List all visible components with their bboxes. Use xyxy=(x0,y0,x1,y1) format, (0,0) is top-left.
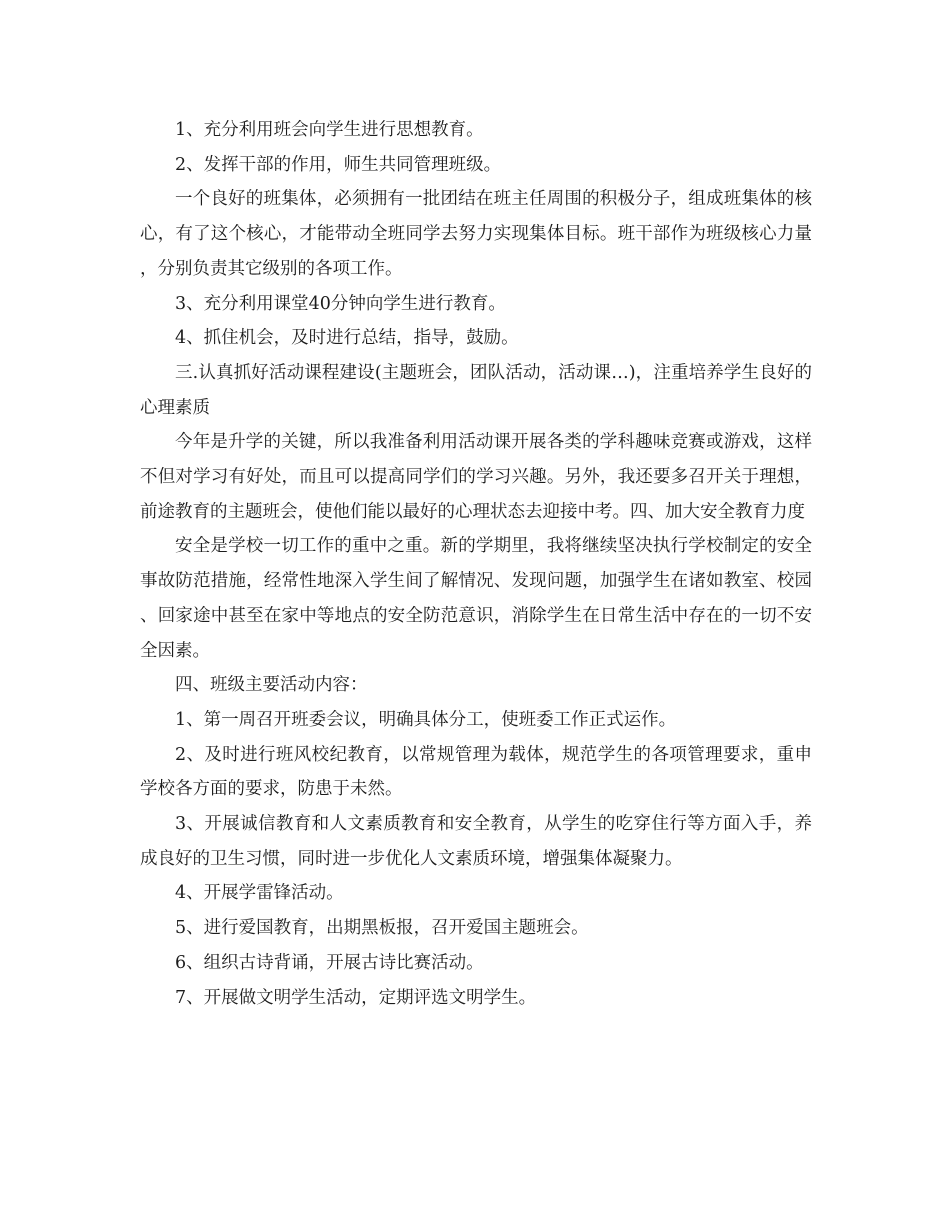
paragraph-cadre-role: 2、发挥干部的作用，师生共同管理班级。 xyxy=(175,154,502,175)
list-item-activity-6: 6、组织古诗背诵，开展古诗比赛活动。 xyxy=(175,952,484,973)
document-body xyxy=(140,113,812,1015)
list-item-activity-1: 1、第一周召开班委会议，明确具体分工，使班委工作正式运作。 xyxy=(175,709,677,730)
paragraph-promotion-year: 今年是升学的关键，所以我准备利用活动课开展各类的学科趣味竞赛或游戏，这样不但对学习有好处，而且可以提高同学们的学习兴趣。另外，我还要多召开关于理想，前途教育的主题班会，使他们能以最好的心理状态去迎接中考。四、加大安全教育力度 xyxy=(140,432,812,522)
list-item-activity-7: 7、开展做文明学生活动，定期评选文明学生。 xyxy=(175,987,537,1008)
paragraph-class-core: 一个良好的班集体，必须拥有一批团结在班主任周围的积极分子，组成班集体的核心，有了这个核心，才能带动全班同学去努力实现集体目标。班干部作为班级核心力量，分别负责其它级别的各项工作。 xyxy=(140,189,812,279)
paragraph-class-meeting: 1、充分利用班会向学生进行思想教育。 xyxy=(175,120,484,140)
heading-main-activities: 四、班级主要活动内容： xyxy=(175,675,368,696)
list-item-activity-3: 3、开展诚信教育和人文素质教育和安全教育，从学生的吃穿住行等方面入手，养成良好的卫生习惯，同时进一步优化人文素质环境，增强集体凝聚力。 xyxy=(140,814,812,869)
list-item-activity-5: 5、进行爱国教育，出期黑板报，召开爱国主题班会。 xyxy=(175,918,589,939)
list-item-activity-2: 2、及时进行班风校纪教育，以常规管理为载体，规范学生的各项管理要求，重申学校各方面的要求，防患于未然。 xyxy=(140,744,812,800)
paragraph-classroom-education: 3、充分利用课堂40分钟向学生进行教育。 xyxy=(175,293,506,314)
list-item-activity-4: 4、开展学雷锋活动。 xyxy=(175,883,344,904)
heading-activity-course: 三.认真抓好活动课程建设(主题班会，团队活动，活动课…)，注重培养学生良好的心理素质 xyxy=(140,362,812,418)
paragraph-safety: 安全是学校一切工作的重中之重。新的学期里，我将继续坚决执行学校制定的安全事故防范措施，经常性地深入学生间了解情况、发现问题，加强学生在诸如教室、校园、回家途中甚至在家中等地点的安全防范意识，消除学生在日常生活中存在的一切不安全因素。 xyxy=(140,536,812,661)
paragraph-seize-opportunity: 4、抓住机会，及时进行总结，指导，鼓励。 xyxy=(175,328,519,349)
